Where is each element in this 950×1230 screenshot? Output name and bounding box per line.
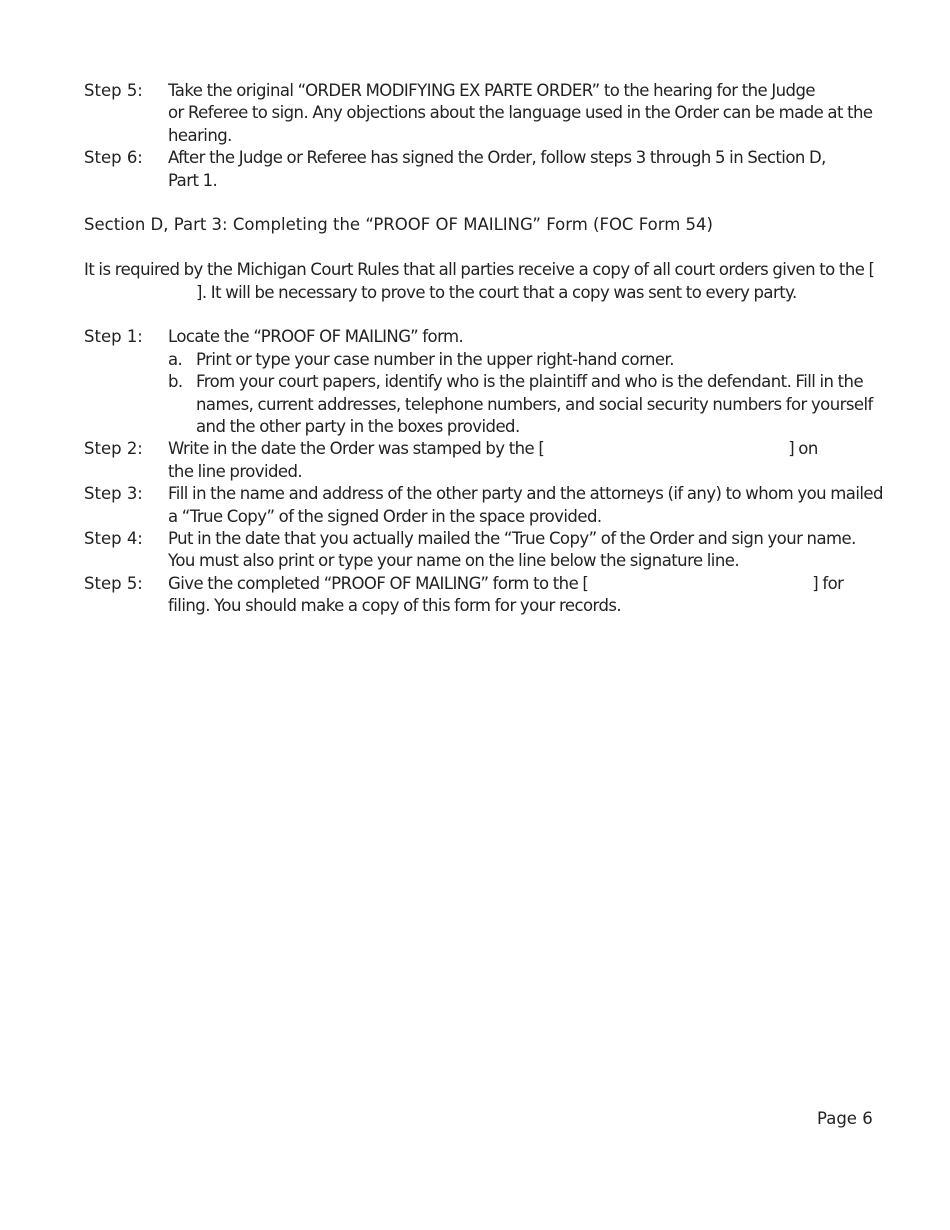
intro-line-2: ]. It will be necessary to prove to the court that a copy was sent to every party. <box>196 282 797 302</box>
sub-step-line: Print or type your case number in the upper right-hand corner. <box>196 349 674 369</box>
intro-line-1: It is required by the Michigan Court Rules that all parties receive a copy of all court orders given to the [ <box>84 260 875 280</box>
sub-step-letter: a. <box>168 349 183 369</box>
step-text-line: hearing. <box>168 125 232 145</box>
sub-step-line: and the other party in the boxes provided. <box>196 417 520 437</box>
step-text-line: or Referee to sign. Any objections about the language used in the Order can be made at the <box>168 103 873 123</box>
step-label: Step 5: <box>84 81 143 100</box>
step-label: Step 4: <box>84 529 143 549</box>
step-text-line: Put in the date that you actually mailed the “True Copy” of the Order and sign your name. <box>168 529 856 549</box>
page-number: Page 6 <box>817 1109 873 1128</box>
step-text-line: filing. You should make a copy of this form for your records. <box>168 596 622 616</box>
sub-step-line: From your court papers, identify who is the plaintiff and who is the defendant. Fill in the <box>196 372 864 392</box>
step-text-start: Give the completed “PROOF OF MAILING” form to the [ <box>168 573 589 593</box>
step-label: Step 3: <box>84 484 143 504</box>
step-label: Step 5: <box>84 573 143 593</box>
step-5-part2 <box>84 80 874 147</box>
step-text-start: Write in the date the Order was stamped by the [ <box>168 439 545 459</box>
step-label: Step 2: <box>84 439 143 459</box>
step-label: Step 1: <box>84 327 143 347</box>
sub-step-a <box>168 349 874 371</box>
step-text-end: ] for <box>812 573 844 593</box>
step-4 <box>84 528 874 573</box>
step-2 <box>84 438 874 483</box>
step-text-line: Part 1. <box>168 170 218 190</box>
step-text-line: a “True Copy” of the signed Order in the space provided. <box>168 506 602 526</box>
document-page <box>84 80 883 618</box>
step-3 <box>84 483 883 528</box>
step-5 <box>84 573 874 618</box>
step-text-line: Fill in the name and address of the other party and the attorneys (if any) to whom you mailed <box>168 484 883 504</box>
step-6-part2 <box>84 147 874 192</box>
step-text-line: After the Judge or Referee has signed the Order, follow steps 3 through 5 in Section D, <box>168 148 826 168</box>
sub-step-letter: b. <box>168 372 183 392</box>
step-text-line: the line provided. <box>168 461 303 481</box>
step-text-line: You must also print or type your name on the line below the signature line. <box>168 551 740 571</box>
step-text-line: Locate the “PROOF OF MAILING” form. <box>168 327 464 347</box>
step-label: Step 6: <box>84 148 143 168</box>
sub-step-line: names, current addresses, telephone numbers, and social security numbers for yourself <box>196 394 873 414</box>
section-heading: Section D, Part 3: Completing the “PROOF OF MAILING” Form (FOC Form 54) <box>84 215 713 235</box>
step-text-end: ] on <box>788 439 818 459</box>
sub-step-b <box>168 371 874 438</box>
step-text-line: Take the original “ORDER MODIFYING EX PARTE ORDER” to the hearing for the Judge <box>168 81 815 100</box>
step-1 <box>84 326 874 438</box>
intro-paragraph <box>84 259 874 304</box>
